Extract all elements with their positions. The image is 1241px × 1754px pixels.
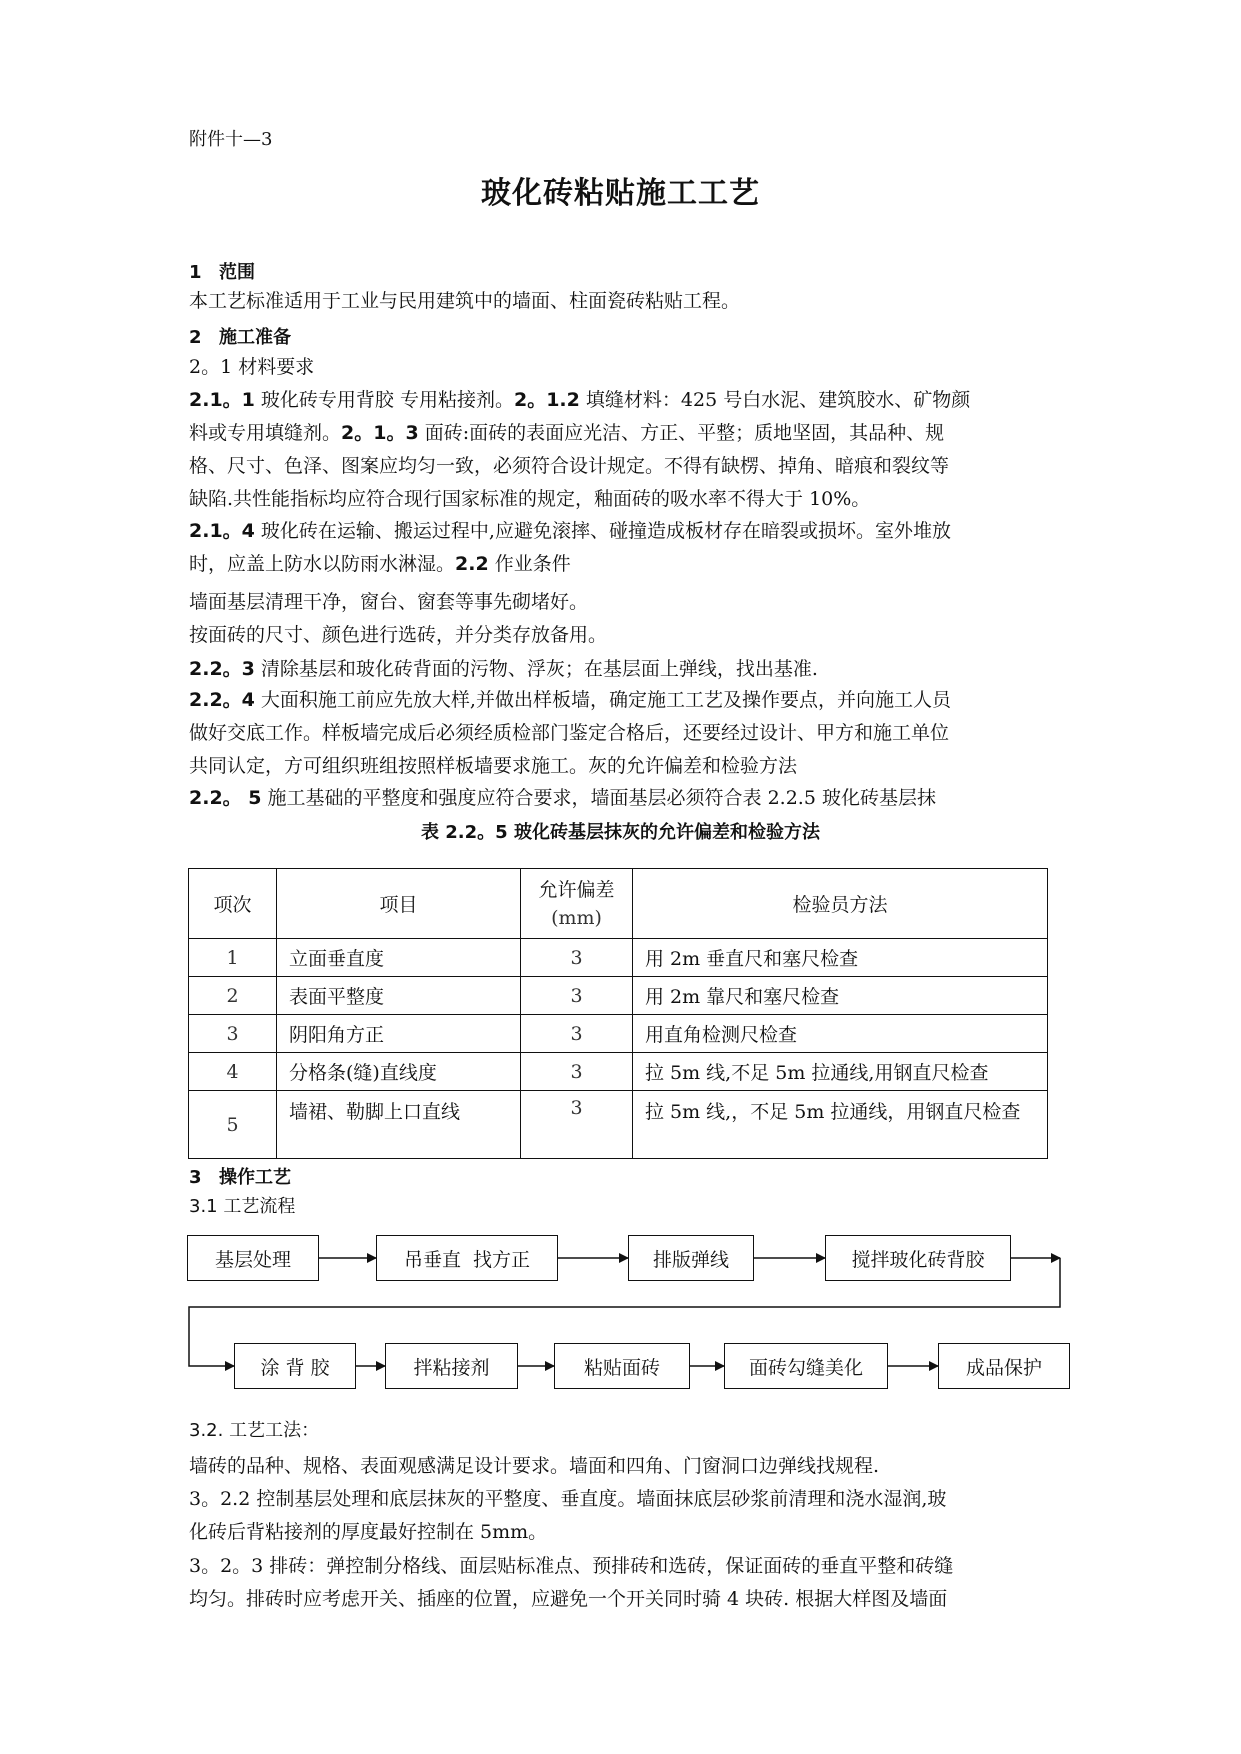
paragraph-line: 做好交底工作。样板墙完成后必须经质检部门鉴定合格后，还要经过设计、甲方和施工单位 — [189, 722, 950, 744]
paragraph-line: 缺陷.共性能指标均应符合现行国家标准的规定，釉面砖的吸水率不得大于 10%。 — [189, 488, 871, 510]
paragraph-line: 格、尺寸、色泽、图案应均匀一致，必须符合设计规定。不得有缺楞、掉角、暗痕和裂纹等 — [189, 455, 950, 477]
cell-tolerance: 3 — [521, 939, 633, 977]
cell-index: 1 — [189, 939, 277, 977]
paragraph-2-2-a: 墙面基层清理干净，窗台、窗套等事先砌堵好。 — [189, 591, 589, 613]
cell-item: 阴阳角方正 — [277, 1015, 521, 1053]
flow-step-3: 排版弹线 — [628, 1235, 754, 1281]
header-item: 项目 — [277, 869, 521, 939]
cell-tolerance: 3 — [521, 1091, 633, 1159]
cell-tolerance: 3 — [521, 1015, 633, 1053]
cell-item: 分格条(缝)直线度 — [277, 1053, 521, 1091]
document-title: 玻化砖粘贴施工工艺 — [481, 176, 760, 211]
flow-step-8: 面砖勾缝美化 — [724, 1343, 888, 1389]
section-1-heading: 1 范围 — [189, 262, 255, 283]
flow-step-2: 吊垂直 找方正 — [376, 1235, 558, 1281]
paragraph-2-2-b: 按面砖的尺寸、颜色进行选砖，并分类存放备用。 — [189, 624, 608, 646]
paragraph-line: 3。2。3 排砖：弹控制分格线、面层贴标准点、预排砖和选砖，保证面砖的垂直平整和砖缝 — [189, 1555, 954, 1577]
flow-step-9: 成品保护 — [938, 1343, 1070, 1389]
paragraph-2-2-5: 2.2。 5 施工基础的平整度和强度应符合要求，墙面基层必须符合表 2.2.5 玻化砖基层抹 — [189, 787, 936, 809]
subsection-3-1: 3.1 工艺流程 — [189, 1196, 296, 1217]
paragraph-line: 2.2。4 大面积施工前应先放大样,并做出样板墙，确定施工工艺及操作要点，并向施工人员 — [189, 689, 951, 711]
cell-index: 4 — [189, 1053, 277, 1091]
cell-item: 表面平整度 — [277, 977, 521, 1015]
paragraph-3-2-a: 墙砖的品种、规格、表面观感满足设计要求。墙面和四角、门窗洞口边弹线找规程. — [189, 1455, 880, 1477]
cell-index: 3 — [189, 1015, 277, 1053]
flow-step-4: 搅拌玻化砖背胶 — [825, 1235, 1011, 1281]
annex-label: 附件十—3 — [189, 129, 273, 150]
header-tolerance: 允许偏差 (mm) — [521, 869, 633, 939]
paragraph-3-2-3 — [189, 1550, 1054, 1616]
flow-step-7: 粘贴面砖 — [554, 1343, 690, 1389]
paragraph-line: 料或专用填缝剂。2。1。3 面砖:面砖的表面应光洁、方正、平整；质地坚固，其品种、规 — [189, 422, 945, 444]
paragraph-line: 化砖后背粘接剂的厚度最好控制在 5mm。 — [189, 1521, 548, 1543]
section-1-text: 本工艺标准适用于工业与民用建筑中的墙面、柱面瓷砖粘贴工程。 — [189, 290, 741, 312]
cell-tolerance: 3 — [521, 1053, 633, 1091]
flow-step-1: 基层处理 — [187, 1235, 319, 1281]
subsection-2-1: 2。1 材料要求 — [189, 356, 315, 378]
paragraph-line: 共同认定，方可组织班组按照样板墙要求施工。灰的允许偏差和检验方法 — [189, 755, 798, 777]
cell-method: 拉 5m 线,不足 5m 拉通线,用钢直尺检查 — [633, 1053, 1048, 1091]
cell-method: 拉 5m 线,，不足 5m 拉通线，用钢直尺检查 — [633, 1091, 1048, 1159]
cell-item: 墙裙、勒脚上口直线 — [277, 1091, 521, 1159]
paragraph-line: 2.1。1 玻化砖专用背胶 专用粘接剂。2。1.2 填缝材料：425 号白水泥、建筑胶水、矿物颜 — [189, 389, 971, 411]
cell-item: 立面垂直度 — [277, 939, 521, 977]
header-index: 项次 — [189, 869, 277, 939]
table-caption: 表 2.2。5 玻化砖基层抹灰的允许偏差和检验方法 — [421, 822, 820, 843]
paragraph-line: 均匀。排砖时应考虑开关、插座的位置，应避免一个开关同时骑 4 块砖. 根据大样图及墙面 — [189, 1588, 948, 1610]
subsection-3-2: 3.2. 工艺工法： — [189, 1420, 320, 1441]
paragraph-3-2-2 — [189, 1483, 1054, 1549]
paragraph-line: 2.1。4 玻化砖在运输、搬运过程中,应避免滚摔、碰撞造成板材存在暗裂或损坏。室外堆放 — [189, 520, 951, 542]
flow-step-6: 拌粘接剂 — [385, 1343, 518, 1389]
cell-index: 5 — [189, 1091, 277, 1159]
header-method: 检验员方法 — [633, 869, 1048, 939]
flow-step-5: 涂 背 胶 — [234, 1343, 356, 1389]
section-3-heading: 3 操作工艺 — [189, 1167, 291, 1188]
section-2-heading: 2 施工准备 — [189, 327, 291, 348]
paragraph-line: 3。2.2 控制基层处理和底层抹灰的平整度、垂直度。墙面抹底层砂浆前清理和浇水湿润,玻 — [189, 1488, 947, 1510]
cell-method: 用 2m 垂直尺和塞尺检查 — [633, 939, 1048, 977]
cell-index: 2 — [189, 977, 277, 1015]
cell-method: 用直角检测尺检查 — [633, 1015, 1048, 1053]
cell-tolerance: 3 — [521, 977, 633, 1015]
paragraph-line: 时，应盖上防水以防雨水淋湿。2.2 作业条件 — [189, 553, 571, 575]
paragraph-2-2-3: 2.2。3 清除基层和玻化砖背面的污物、浮灰；在基层面上弹线，找出基准. — [189, 658, 818, 680]
cell-method: 用 2m 靠尺和塞尺检查 — [633, 977, 1048, 1015]
